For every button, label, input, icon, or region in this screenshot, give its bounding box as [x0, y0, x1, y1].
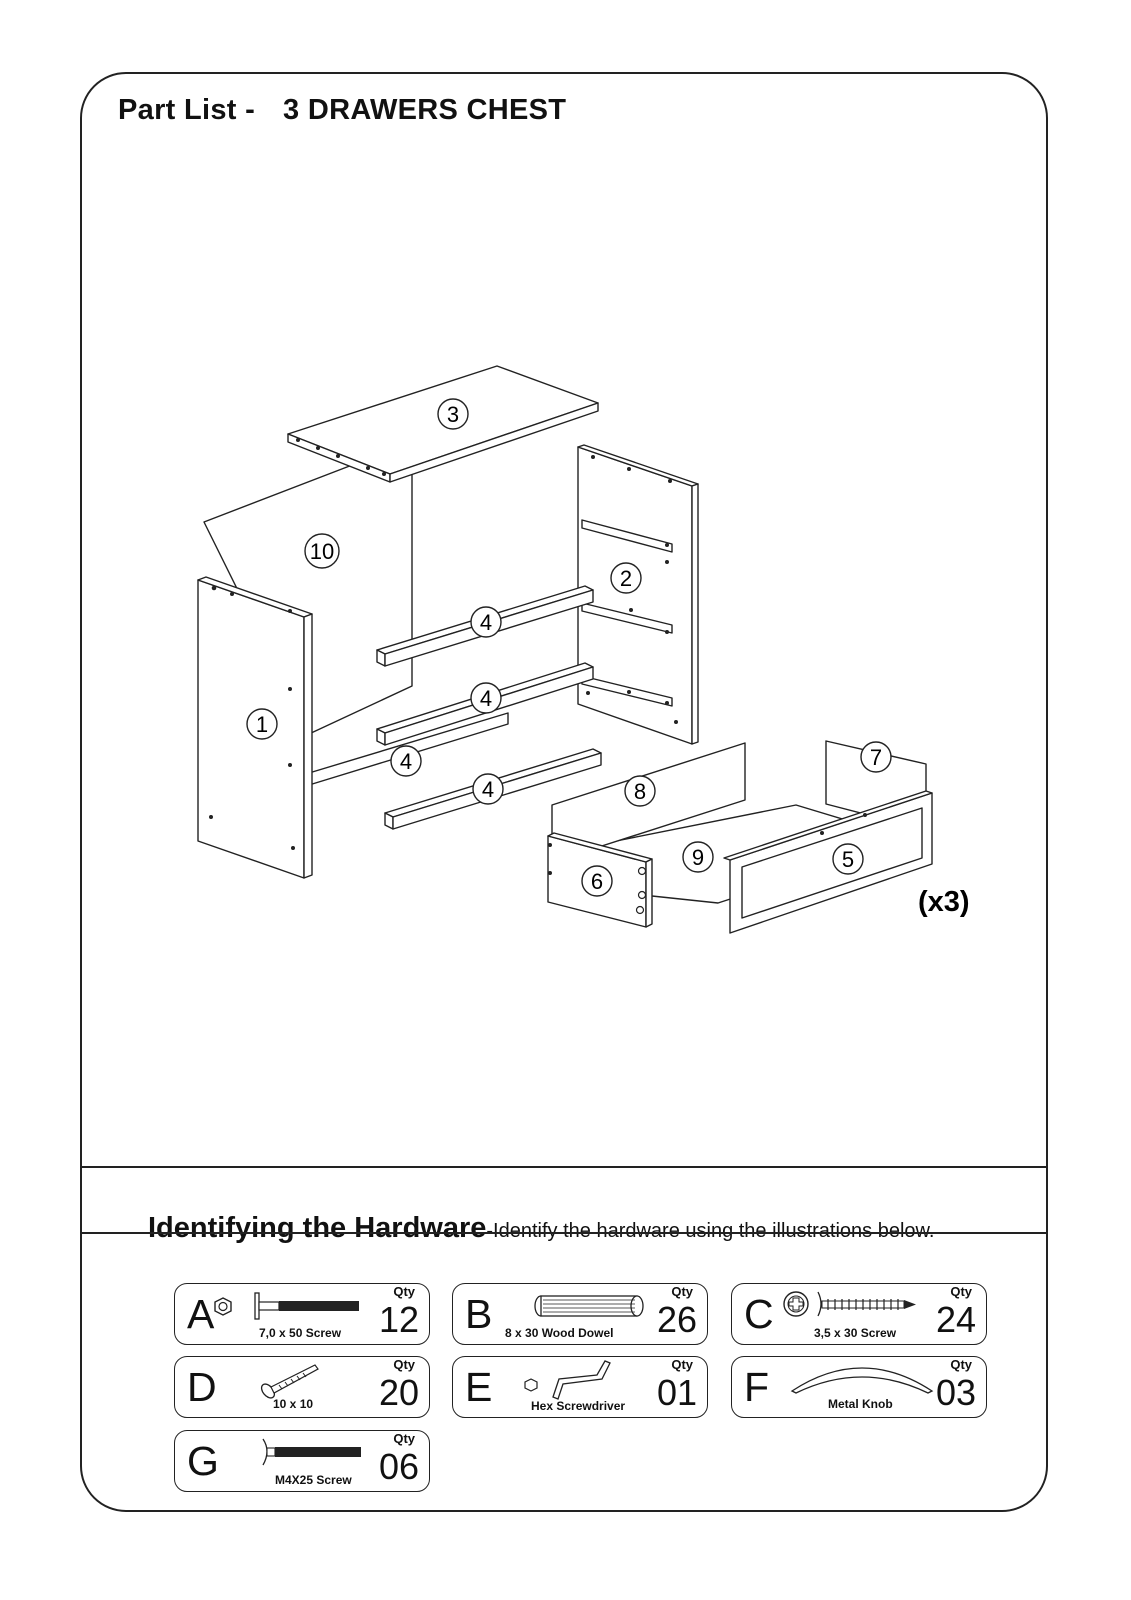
title-prefix: Part List -: [118, 94, 256, 126]
svg-text:8: 8: [633, 779, 647, 804]
qty-value: 20: [378, 1372, 419, 1413]
hardware-card-d: [174, 1356, 430, 1418]
callout-9: [683, 842, 713, 872]
callout-6: [582, 866, 612, 896]
callout-1: [247, 709, 277, 739]
hardware-letter: E: [465, 1364, 493, 1410]
callout-5: [833, 844, 863, 874]
qty-value: 12: [378, 1299, 419, 1340]
hardware-letter: D: [187, 1364, 217, 1410]
qty-label: Qty: [950, 1284, 972, 1299]
hardware-card-a: [174, 1283, 430, 1345]
callout-2: [611, 563, 641, 593]
callout-4-bottom-front: [473, 774, 503, 804]
callout-4-lower-rear: [391, 746, 421, 776]
svg-text:10: 10: [309, 539, 335, 564]
callout-7: [861, 742, 891, 772]
hardware-card-e: [452, 1356, 708, 1418]
qty-label: Qty: [671, 1357, 693, 1372]
hardware-label: 10 x 10: [273, 1397, 314, 1411]
part-right-side-panel: [578, 447, 692, 744]
hardware-label: 7,0 x 50 Screw: [259, 1326, 342, 1340]
callout-10: [305, 534, 339, 568]
qty-value: 06: [378, 1446, 419, 1487]
svg-text:4: 4: [479, 686, 493, 711]
svg-text:6: 6: [590, 869, 604, 894]
hardware-label: Hex Screwdriver: [531, 1399, 626, 1413]
hardware-section-title: Identifying the Hardware: [148, 1212, 487, 1244]
qty-value: 03: [935, 1372, 976, 1413]
qty-label: Qty: [950, 1357, 972, 1372]
quantity-multiplier: (x3): [918, 886, 970, 918]
svg-text:5: 5: [841, 847, 855, 872]
hardware-card-f: [731, 1356, 987, 1418]
hardware-label: Metal Knob: [828, 1397, 893, 1411]
hardware-letter: A: [187, 1291, 215, 1337]
qty-value: 01: [656, 1372, 697, 1413]
svg-text:7: 7: [869, 745, 883, 770]
qty-label: Qty: [393, 1357, 415, 1372]
title-main: 3 DRAWERS CHEST: [283, 94, 567, 126]
svg-text:3: 3: [446, 402, 460, 427]
svg-text:4: 4: [479, 610, 493, 635]
hardware-card-c: [731, 1283, 987, 1345]
hardware-label: M4X25 Screw: [275, 1473, 352, 1487]
hardware-letter: F: [744, 1364, 770, 1410]
svg-text:2: 2: [619, 566, 633, 591]
svg-text:4: 4: [399, 749, 413, 774]
qty-value: 24: [935, 1299, 976, 1340]
qty-value: 26: [656, 1299, 697, 1340]
hardware-card-b: [452, 1283, 708, 1345]
hardware-letter: C: [744, 1291, 774, 1337]
hardware-section-subtitle: -Identify the hardware using the illustrations below.: [486, 1220, 935, 1242]
qty-label: Qty: [393, 1284, 415, 1299]
svg-text:1: 1: [255, 712, 269, 737]
svg-text:4: 4: [481, 777, 495, 802]
qty-label: Qty: [393, 1431, 415, 1446]
callout-4-middle: [471, 683, 501, 713]
hardware-label: 3,5 x 30 Screw: [814, 1326, 897, 1340]
callout-3: [438, 399, 468, 429]
hardware-letter: B: [465, 1291, 493, 1337]
callout-8: [625, 776, 655, 806]
qty-label: Qty: [671, 1284, 693, 1299]
svg-text:9: 9: [691, 845, 705, 870]
callout-4-upper: [471, 607, 501, 637]
hardware-label: 8 x 30 Wood Dowel: [505, 1326, 614, 1340]
hardware-card-g: [174, 1430, 430, 1492]
hardware-letter: G: [187, 1438, 219, 1484]
